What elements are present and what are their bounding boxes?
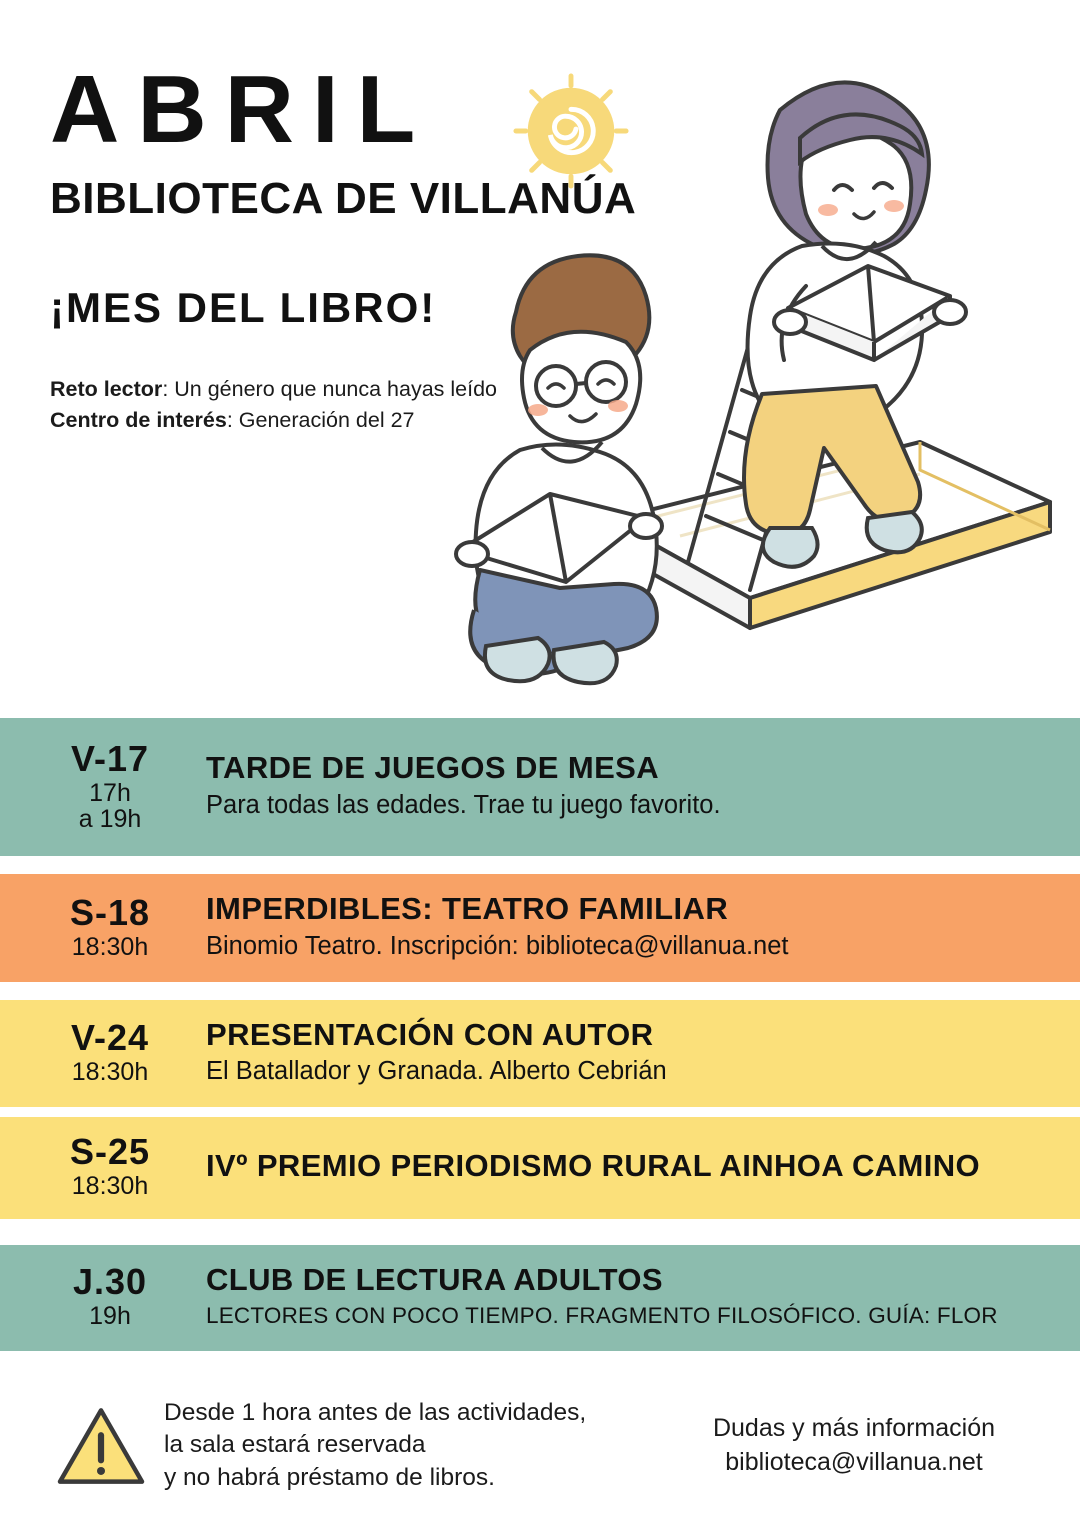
event-body: [196, 1018, 1056, 1087]
event-day: J.30: [72, 1260, 148, 1302]
event-day: S-18: [69, 891, 151, 933]
events-list: [0, 718, 1080, 1351]
event-title: IVº PREMIO PERIODISMO RURAL AINHOA CAMINO: [206, 1147, 981, 1183]
row-spacer: [0, 856, 1080, 874]
interest-center-note: [50, 405, 710, 436]
event-title: TARDE DE JUEGOS DE MESA: [206, 750, 660, 786]
event-time: 17h: [89, 778, 131, 807]
event-date: [24, 1019, 196, 1085]
poster-notes: [50, 374, 710, 436]
event-day: V-24: [70, 1017, 150, 1059]
poster-tagline: ¡MES DEL LIBRO!: [50, 284, 437, 331]
reading-challenge-text: : Un género que nunca hayas leído: [162, 377, 498, 401]
event-row: [0, 1117, 1080, 1219]
event-time: 18:30h: [71, 1171, 149, 1200]
warning-line-2: la sala estará reservada: [164, 1431, 426, 1459]
interest-center-text: : Generación del 27: [226, 408, 415, 433]
contact-info: [684, 1412, 1024, 1480]
event-row: [0, 1000, 1080, 1107]
poster-footer: [0, 1397, 1080, 1494]
reading-challenge-note: [50, 374, 710, 405]
event-time: 18:30h: [71, 1058, 149, 1087]
poster-header: [0, 0, 1080, 700]
event-subtitle: Para todas las edades. Trae tu juego favorito.: [206, 791, 721, 820]
event-day: V-17: [70, 738, 150, 779]
event-day: S-25: [69, 1130, 151, 1172]
warning-line-3: y no habrá préstamo de libros.: [164, 1463, 495, 1491]
event-time-end: a 19h: [78, 805, 142, 834]
reading-challenge-label: Reto lector: [50, 377, 163, 401]
event-subtitle: LECTORES CON POCO TIEMPO. FRAGMENTO FILOSÓFICO. GUÍA: FLOR: [206, 1302, 998, 1328]
event-subtitle: Binomio Teatro. Inscripción: biblioteca@villanua.net: [206, 932, 789, 961]
event-body: [196, 892, 1056, 961]
event-row: [0, 718, 1080, 856]
event-title: IMPERDIBLES: TEATRO FAMILIAR: [206, 891, 729, 927]
event-date: [24, 891, 196, 961]
event-date: [24, 1260, 196, 1330]
warning-line-1: Desde 1 hora antes de las actividades,: [164, 1399, 587, 1427]
contact-line-1: Dudas y más información: [712, 1413, 996, 1442]
event-date: [24, 740, 196, 832]
warning-icon: [56, 1405, 146, 1487]
warning-text: [146, 1397, 684, 1494]
contact-email[interactable]: biblioteca@villanua.net: [725, 1447, 983, 1476]
row-spacer: [0, 982, 1080, 1000]
event-subtitle: El Batallador y Granada. Alberto Cebrián: [206, 1057, 667, 1086]
event-date: [24, 1130, 196, 1200]
event-row: [0, 874, 1080, 981]
event-title: CLUB DE LECTURA ADULTOS: [206, 1262, 663, 1298]
row-spacer: [0, 1107, 1080, 1117]
event-time: 19h: [89, 1301, 131, 1330]
event-body: [196, 751, 1056, 820]
event-row: [0, 1245, 1080, 1351]
row-spacer: [0, 1219, 1080, 1245]
library-name: BIBLIOTECA DE VILLANÚA: [50, 174, 637, 223]
page-title: ABRIL: [50, 56, 434, 163]
interest-center-label: Centro de interés: [50, 408, 227, 433]
event-title: PRESENTACIÓN CON AUTOR: [206, 1016, 654, 1052]
event-body: [196, 1263, 1056, 1329]
event-time: 18:30h: [71, 932, 149, 961]
title-block: [50, 56, 710, 436]
event-body: [196, 1149, 1056, 1184]
